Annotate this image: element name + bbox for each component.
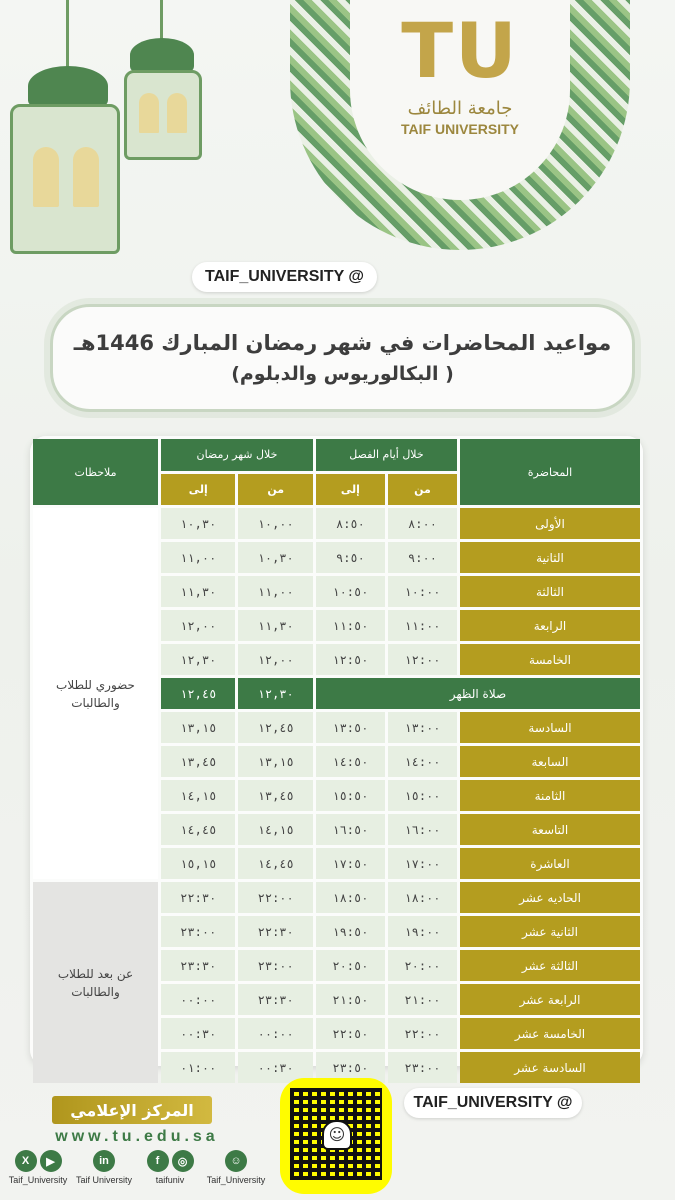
- semester-to: ١٨:٥٠: [316, 882, 385, 913]
- semester-from: ١٠:٠٠: [388, 576, 457, 607]
- prayer-from: ١٢,٣٠: [238, 678, 312, 709]
- lantern-cap-right: [130, 38, 194, 72]
- semester-from: ٢٠:٠٠: [388, 950, 457, 981]
- website-link[interactable]: www.tu.edu.sa: [55, 1128, 219, 1145]
- ramadan-to: ١٤,٤٥: [161, 814, 235, 845]
- lecture-name: الرابعة عشر: [460, 984, 640, 1015]
- semester-to: ١٤:٥٠: [316, 746, 385, 777]
- logo-name-english: TAIF UNIVERSITY: [401, 121, 519, 137]
- header-semester-from: من: [388, 474, 457, 506]
- lecture-name: الثانية: [460, 542, 640, 573]
- lecture-name: الثامنة: [460, 780, 640, 811]
- semester-to: ٢٣:٥٠: [316, 1052, 385, 1083]
- semester-to: ٢٢:٥٠: [316, 1018, 385, 1049]
- semester-to: ١٣:٥٠: [316, 712, 385, 743]
- header-lecture: المحاضرة: [460, 439, 640, 505]
- ramadan-from: ١٢,٤٥: [238, 712, 312, 743]
- ramadan-from: ٠٠:٣٠: [238, 1052, 312, 1083]
- ramadan-to: ١٠,٣٠: [161, 508, 235, 539]
- semester-from: ١٥:٠٠: [388, 780, 457, 811]
- prayer-label: صلاة الظهر: [316, 678, 640, 709]
- snapchat-icon: ☺: [225, 1150, 247, 1172]
- ramadan-from: ١٠,٣٠: [238, 542, 312, 573]
- ramadan-to: ١٢,٠٠: [161, 610, 235, 641]
- ramadan-to: ٠٠:٠٠: [161, 984, 235, 1015]
- social-label: Taif_University: [8, 1175, 68, 1185]
- semester-from: ١٤:٠٠: [388, 746, 457, 777]
- ramadan-to: ١٣,٤٥: [161, 746, 235, 777]
- social-label: taifuniv: [155, 1175, 185, 1185]
- ramadan-to: ٠١:٠٠: [161, 1052, 235, 1083]
- social-label: Taif University: [75, 1175, 132, 1185]
- semester-from: ١١:٠٠: [388, 610, 457, 641]
- header-semester: خلال أيام الفصل: [316, 439, 457, 471]
- lecture-name: السابعة: [460, 746, 640, 777]
- lecture-name: السادسة: [460, 712, 640, 743]
- semester-from: ١٧:٠٠: [388, 848, 457, 879]
- logo-name-arabic: جامعة الطائف: [407, 98, 513, 119]
- semester-to: ١٠:٥٠: [316, 576, 385, 607]
- lantern-icon-left: [10, 104, 120, 254]
- schedule-table-card: [30, 436, 643, 1075]
- header-ramadan-from: من: [238, 474, 312, 506]
- lantern-icon-right: [124, 70, 202, 160]
- ramadan-to: ١٢,٣٠: [161, 644, 235, 675]
- lecture-name: الثالثة: [460, 576, 640, 607]
- schedule-table: [30, 436, 643, 1086]
- ramadan-to: ٢٣:٣٠: [161, 950, 235, 981]
- ramadan-from: ٢٣:٣٠: [238, 984, 312, 1015]
- semester-from: ٢٢:٠٠: [388, 1018, 457, 1049]
- semester-to: ١٥:٥٠: [316, 780, 385, 811]
- semester-from: ١٣:٠٠: [388, 712, 457, 743]
- social-label: Taif_University: [206, 1175, 266, 1185]
- ramadan-from: ١٣,٤٥: [238, 780, 312, 811]
- semester-to: ٢١:٥٠: [316, 984, 385, 1015]
- social-x-youtube[interactable]: [6, 1150, 70, 1196]
- media-center-ribbon: المركز الإعلامي: [52, 1096, 212, 1124]
- lecture-name: الخامسة عشر: [460, 1018, 640, 1049]
- ramadan-from: ٢٢:٠٠: [238, 882, 312, 913]
- notes-in-person: حضوري للطلاب والطالبات: [33, 508, 158, 879]
- table-row: [33, 882, 640, 913]
- lecture-name: الثانية عشر: [460, 916, 640, 947]
- semester-from: ٢٣:٠٠: [388, 1052, 457, 1083]
- lecture-name: الرابعة: [460, 610, 640, 641]
- lecture-name: العاشرة: [460, 848, 640, 879]
- ramadan-from: ١١,٠٠: [238, 576, 312, 607]
- ramadan-from: ٢٢:٣٠: [238, 916, 312, 947]
- lecture-name: التاسعة: [460, 814, 640, 845]
- semester-from: ٨:٠٠: [388, 508, 457, 539]
- lecture-name: السادسة عشر: [460, 1052, 640, 1083]
- semester-to: ٢٠:٥٠: [316, 950, 385, 981]
- header-notes: ملاحظات: [33, 439, 158, 505]
- ramadan-to: ١١,٠٠: [161, 542, 235, 573]
- facebook-icon: f: [147, 1150, 169, 1172]
- semester-from: ١٩:٠٠: [388, 916, 457, 947]
- semester-to: ١١:٥٠: [316, 610, 385, 641]
- lantern-cap-left: [28, 66, 108, 106]
- ramadan-to: ٢٢:٣٠: [161, 882, 235, 913]
- lecture-name: الحاديه عشر: [460, 882, 640, 913]
- social-facebook-instagram[interactable]: [138, 1150, 202, 1196]
- title-banner: [50, 304, 635, 412]
- page-subtitle: ( البكالوريوس والدبلوم): [231, 363, 454, 385]
- ramadan-to: ١٣,١٥: [161, 712, 235, 743]
- social-linkedin[interactable]: [72, 1150, 136, 1196]
- ramadan-from: ١٠,٠٠: [238, 508, 312, 539]
- semester-from: ١٢:٠٠: [388, 644, 457, 675]
- table-row: [33, 508, 640, 539]
- ramadan-to: ١١,٣٠: [161, 576, 235, 607]
- header-semester-to: إلى: [316, 474, 385, 506]
- notes-remote: عن بعد للطلاب والطالبات: [33, 882, 158, 1083]
- ramadan-to: ٢٣:٠٠: [161, 916, 235, 947]
- semester-from: ١٦:٠٠: [388, 814, 457, 845]
- ramadan-from: ١٤,٤٥: [238, 848, 312, 879]
- university-logo: [360, 6, 560, 137]
- youtube-icon: ▶: [40, 1150, 62, 1172]
- qr-code-icon: [290, 1088, 382, 1180]
- header-ramadan-to: إلى: [161, 474, 235, 506]
- snapchat-ghost-icon: ☺: [322, 1120, 352, 1150]
- instagram-icon: ◎: [172, 1150, 194, 1172]
- ramadan-from: ١١,٣٠: [238, 610, 312, 641]
- prayer-to: ١٢,٤٥: [161, 678, 235, 709]
- semester-to: ٩:٥٠: [316, 542, 385, 573]
- ramadan-from: ١٤,١٥: [238, 814, 312, 845]
- lantern-rod-right: [160, 0, 163, 40]
- ramadan-to: ٠٠:٣٠: [161, 1018, 235, 1049]
- page-title: مواعيد المحاضرات في شهر رمضان المبارك 1446هـ: [73, 331, 612, 355]
- ramadan-to: ١٥,١٥: [161, 848, 235, 879]
- ramadan-from: ١٣,١٥: [238, 746, 312, 777]
- semester-from: ٩:٠٠: [388, 542, 457, 573]
- linkedin-icon: in: [93, 1150, 115, 1172]
- x-icon: X: [15, 1150, 37, 1172]
- header-social-handle: TAIF_UNIVERSITY @: [192, 262, 377, 292]
- semester-to: ١٦:٥٠: [316, 814, 385, 845]
- ramadan-from: ١٢,٠٠: [238, 644, 312, 675]
- semester-to: ١٢:٥٠: [316, 644, 385, 675]
- logo-mark: TU: [401, 6, 519, 95]
- semester-from: ٢١:٠٠: [388, 984, 457, 1015]
- semester-to: ٨:٥٠: [316, 508, 385, 539]
- lecture-name: الأولى: [460, 508, 640, 539]
- social-links: [6, 1150, 268, 1196]
- semester-to: ١٩:٥٠: [316, 916, 385, 947]
- lantern-rod-left: [66, 0, 69, 70]
- footer-social-handle: TAIF_UNIVERSITY @: [404, 1088, 582, 1118]
- lecture-name: الخامسة: [460, 644, 640, 675]
- ramadan-to: ١٤,١٥: [161, 780, 235, 811]
- ramadan-from: ٢٣:٠٠: [238, 950, 312, 981]
- lecture-name: الثالثة عشر: [460, 950, 640, 981]
- snapcode-qr[interactable]: [280, 1078, 392, 1194]
- semester-from: ١٨:٠٠: [388, 882, 457, 913]
- semester-to: ١٧:٥٠: [316, 848, 385, 879]
- ramadan-from: ٠٠:٠٠: [238, 1018, 312, 1049]
- header-ramadan: خلال شهر رمضان: [161, 439, 313, 471]
- social-snapchat[interactable]: [204, 1150, 268, 1196]
